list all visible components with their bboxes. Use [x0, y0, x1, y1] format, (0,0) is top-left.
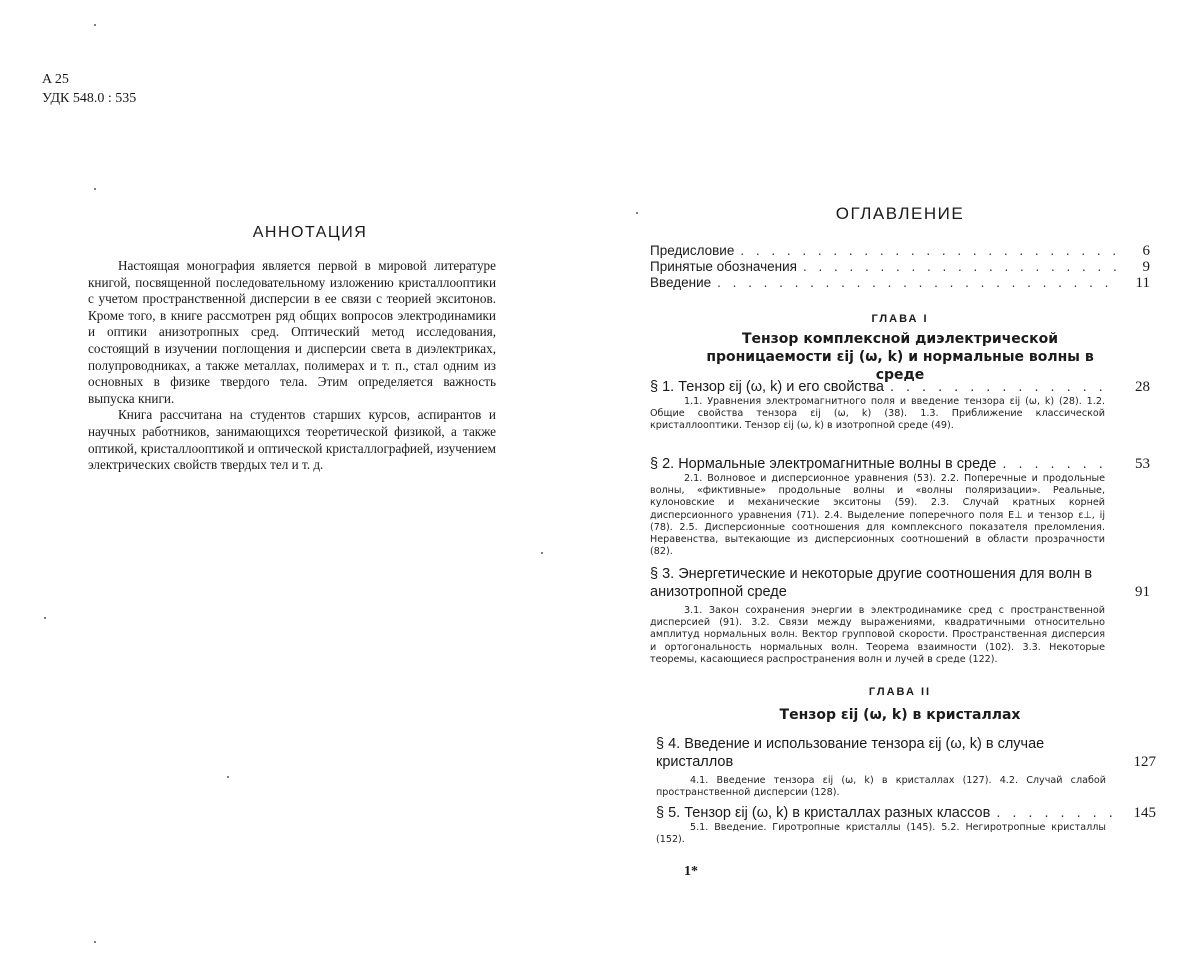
subsection-list: 5.1. Введение. Гиротропные кристаллы (145). 5.2. Негиротропные кристаллы (152).: [656, 822, 1106, 846]
section-title: § 3. Энергетические и некоторые другие соотношения для волн в анизотропной среде: [650, 566, 1093, 600]
library-codes: [42, 70, 136, 108]
section-page-number: 145: [1133, 805, 1156, 821]
subsection-list: 1.1. Уравнения электромагнитного поля и введение тензора εij (ω, k) (28). 1.2. Общие свойства тензора εij (ω, k) (38). 1.3. Приближение классической кристаллооптики. Тензор εij (ω, k) в изотропной среде (49).: [650, 396, 1105, 432]
scan-speck: [94, 941, 96, 943]
section-title: § 2. Нормальные электромагнитные волны в среде: [650, 456, 997, 472]
toc-entry-label: Введение: [650, 275, 712, 290]
scan-speck: [94, 24, 96, 26]
toc-page-number: 9: [1142, 259, 1150, 275]
dot-leader: [717, 275, 1116, 291]
toc-entry-label: Принятые обозначения: [650, 259, 797, 274]
section-page-number: 53: [1135, 456, 1150, 472]
scan-speck: [94, 188, 96, 190]
subsection-list: 4.1. Введение тензора εij (ω, k) в кристаллах (127). 4.2. Случай слабой пространственной дисперсии (128).: [656, 775, 1106, 799]
subsection-list: 2.1. Волновое и дисперсионное уравнения (53). 2.2. Поперечные и продольные волны, «фиктивные» продольные волны и «волны поляризации». Реальные, кулоновские и механические экситоны (59). 2.3. Случай кратных корней дисперсионного уравнения (71). 2.4. Выделение поперечного поля E⊥ и тензор ε⊥, ij (78). 2.5. Дисперсионные соотношения для комплексного показателя преломления. Неравенства, вытекающие из дисперсионных соотношений в области прозрачности (82).: [650, 473, 1105, 558]
section-page-number: 91: [1135, 584, 1150, 600]
scan-speck: [227, 776, 229, 778]
toc-section: [656, 804, 1156, 846]
scan-speck: [44, 617, 46, 619]
toc-entry-notation[interactable]: [650, 259, 1150, 275]
dot-leader: [890, 378, 1116, 396]
toc-section-heading[interactable]: [650, 378, 1150, 396]
toc-section-heading[interactable]: [656, 735, 1156, 771]
section-title: § 4. Введение и использование тензора εij (ω, k) в случае кристаллов: [656, 736, 1045, 770]
page-folio: 1*: [684, 864, 698, 879]
chapter-title: Тензор εij (ω, k) в кристаллах: [779, 707, 1021, 723]
scan-speck: [636, 212, 638, 214]
section-title: § 1. Тензор εij (ω, k) и его свойства: [650, 379, 884, 395]
annotation-paragraph: Настоящая монография является первой в мировой литературе книгой, посвященной последовательному изложению кристаллооптики с учетом пространственной дисперсии в ее связи с теорией экситонов. Кроме того, в книге рассмотрен ряд общих вопросов электродинамики и оптики анизотропных сред. Оптический метод исследования, состоящий в изучении поглощения и дисперсии света в диэлектриках, полупроводниках, а также металлах, полимерах и т. п., стал одним из основных в физике твердого тела. Этим определяется важность выпуска книги.: [88, 258, 496, 406]
toc-section-heading[interactable]: [650, 455, 1150, 473]
chapter-label: ГЛАВА I: [871, 313, 929, 325]
scan-speck: [541, 552, 543, 554]
toc-title: ОГЛАВЛЕНИЕ: [835, 204, 965, 223]
dot-leader: [996, 804, 1122, 822]
toc-section: [656, 735, 1156, 799]
publisher-code: A 25: [42, 72, 69, 87]
toc-section: [650, 455, 1150, 558]
toc-section-heading[interactable]: [650, 565, 1150, 601]
toc-entry-introduction[interactable]: [650, 275, 1150, 291]
toc-entry-label: Предисловие: [650, 243, 735, 258]
chapter-title: Тензор комплексной диэлектрической проницаемости εij (ω, k) и нормальные волны в среде: [706, 331, 1094, 383]
section-title: § 5. Тензор εij (ω, k) в кристаллах разных классов: [656, 805, 991, 821]
toc-page-number: 11: [1135, 275, 1150, 291]
annotation-text: [88, 258, 496, 474]
dot-leader: [1002, 455, 1116, 473]
annotation-paragraph: Книга рассчитана на студентов старших курсов, аспирантов и научных работников, занимающихся теоретической физикой, а также оптикой, кристаллооптикой и оптической кристаллографией, изучением электрических свойств твердых тел и т. д.: [88, 407, 496, 473]
dot-leader: [803, 259, 1116, 275]
toc-section: [650, 378, 1150, 433]
front-matter-list: [650, 243, 1150, 291]
dot-leader: [740, 243, 1116, 259]
subsection-list: 3.1. Закон сохранения энергии в электродинамике сред с пространственной дисперсией (91). 3.2. Связи между выражениями, квадратичными относительно амплитуд нормальных волн. Вектор групповой скорости. Пространственная дисперсия и ортогональность нормальных волн. Теорема взаимности (102). 3.3. Некоторые теоремы, касающиеся распространения волн и лучей в среде (122).: [650, 605, 1105, 665]
udc-code: УДК 548.0 : 535: [42, 91, 137, 106]
toc-page-number: 6: [1142, 243, 1150, 259]
chapter-label: ГЛАВА II: [868, 686, 932, 698]
toc-section-heading[interactable]: [656, 804, 1156, 822]
toc-entry-preface[interactable]: [650, 243, 1150, 259]
section-page-number: 127: [1133, 754, 1156, 770]
annotation-title: АННОТАЦИЯ: [252, 224, 368, 241]
section-page-number: 28: [1135, 379, 1150, 395]
toc-section: [650, 565, 1150, 666]
